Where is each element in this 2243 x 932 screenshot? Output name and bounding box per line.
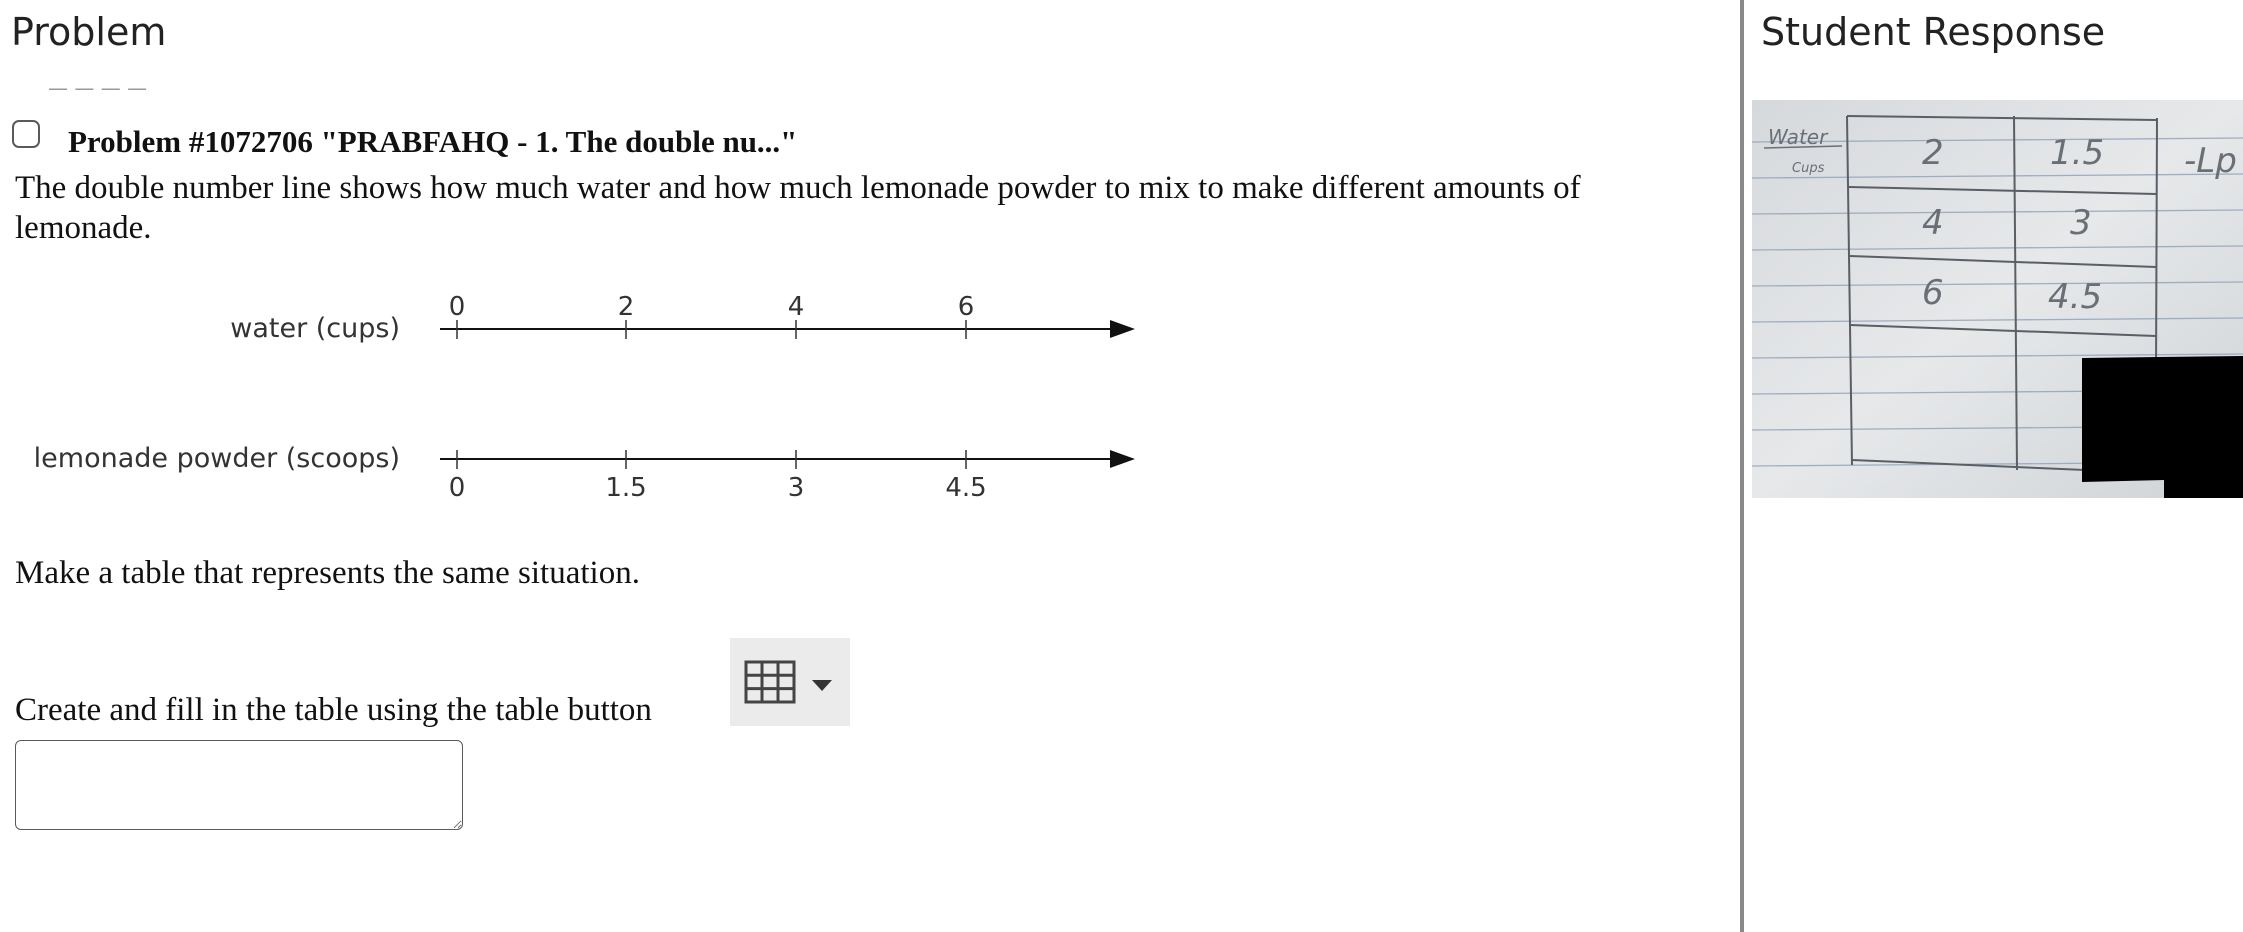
- powder-tick-label: 1.5: [605, 473, 647, 503]
- table-prompt: Make a table that represents the same situation.: [15, 555, 640, 591]
- water-tick-label: 6: [957, 292, 975, 322]
- redaction-block: [2082, 356, 2243, 498]
- handwritten-water-value: 4: [1922, 203, 1944, 243]
- handwritten-powder-value: 1.5: [2050, 133, 2105, 173]
- powder-axis-label: lemonade powder (scoops): [33, 443, 400, 474]
- problem-prompt: The double number line shows how much water and how much lemonade powder to mix to make different amounts of lemonade.: [15, 170, 1581, 246]
- response-pane: [1744, 0, 2243, 932]
- handwritten-water-value: 2: [1922, 133, 1944, 173]
- problem-pane-title: Problem: [11, 10, 167, 54]
- handwritten-powder-value: 4.5: [2048, 277, 2103, 317]
- handwritten-header-lp: -Lp: [2184, 141, 2237, 181]
- insert-table-button[interactable]: [730, 638, 850, 726]
- handwritten-header-water: Water: [1768, 125, 1828, 149]
- table-grid-icon: [744, 660, 796, 704]
- powder-tick-label: 0: [448, 473, 466, 503]
- water-tick-label: 2: [617, 292, 635, 322]
- handwritten-water-value: 6: [1922, 273, 1944, 313]
- handwritten-header-cups: Cups: [1792, 161, 1825, 176]
- answer-textarea[interactable]: [15, 740, 463, 830]
- water-tick-label: 4: [787, 292, 805, 322]
- problem-select-checkbox[interactable]: [12, 120, 40, 148]
- chevron-down-icon: [812, 680, 832, 692]
- double-number-line: [0, 275, 1160, 515]
- student-response-photo: [1752, 100, 2243, 498]
- water-tick-label: 0: [448, 292, 466, 322]
- clipped-text-fragment: — — — —: [48, 76, 148, 100]
- handwritten-powder-value: 3: [2070, 203, 2092, 243]
- response-pane-title: Student Response: [1761, 10, 2106, 54]
- water-axis-label: water (cups): [230, 313, 400, 344]
- powder-tick-label: 4.5: [945, 473, 987, 503]
- problem-heading: Problem #1072706 "PRABFAHQ - 1. The double nu...": [68, 124, 798, 159]
- powder-tick-label: 3: [787, 473, 805, 503]
- create-table-prompt: Create and fill in the table using the table button: [15, 692, 652, 728]
